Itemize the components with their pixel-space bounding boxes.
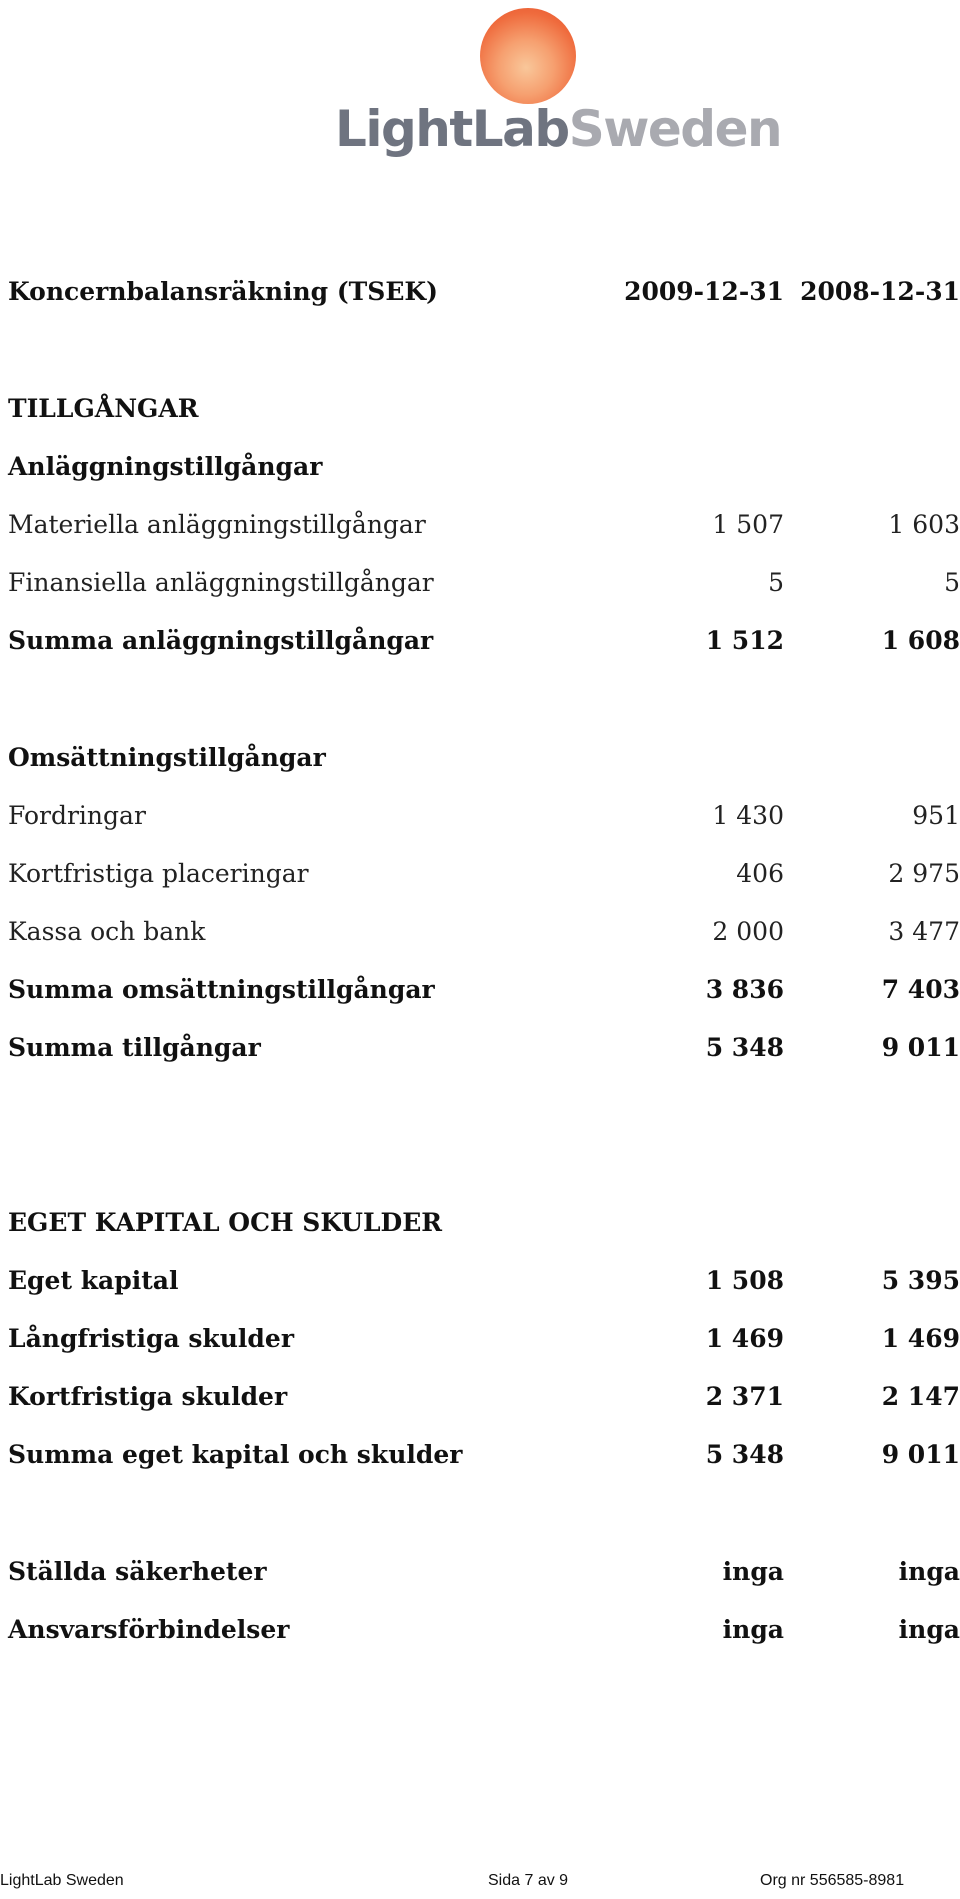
logo-wordmark: LightLabSweden bbox=[335, 100, 782, 158]
table-row: Fordringar 1 430 951 bbox=[8, 801, 960, 830]
company-logo bbox=[0, 0, 960, 170]
section-heading-equity-liabilities: EGET KAPITAL OCH SKULDER bbox=[8, 1208, 443, 1237]
section-heading-assets: TILLGÅNGAR bbox=[8, 394, 199, 423]
page-title: Koncernbalansräkning (TSEK) bbox=[8, 277, 438, 306]
logo-sun-icon bbox=[480, 8, 576, 104]
table-row-total: Summa omsättningstillgångar 3 836 7 403 bbox=[8, 975, 960, 1004]
page-footer bbox=[0, 1870, 960, 1894]
table-row: Kortfristiga placeringar 406 2 975 bbox=[8, 859, 960, 888]
column-header-2008: 2008-12-31 bbox=[800, 277, 960, 306]
table-row-total: Summa tillgångar 5 348 9 011 bbox=[8, 1033, 960, 1062]
footer-org-number: Org nr 556585-8981 bbox=[760, 1872, 905, 1889]
table-row: Ställda säkerheter inga inga bbox=[8, 1557, 960, 1586]
subheading-current-assets: Omsättningstillgångar bbox=[8, 743, 326, 772]
table-row: Kassa och bank 2 000 3 477 bbox=[8, 917, 960, 946]
table-row: Finansiella anläggningstillgångar 5 5 bbox=[8, 568, 960, 597]
table-row: Ansvarsförbindelser inga inga bbox=[8, 1615, 960, 1644]
table-row-total: Summa eget kapital och skulder 5 348 9 011 bbox=[8, 1440, 960, 1469]
subheading-fixed-assets: Anläggningstillgångar bbox=[8, 452, 323, 481]
table-row: Långfristiga skulder 1 469 1 469 bbox=[8, 1324, 960, 1353]
table-row: Materiella anläggningstillgångar 1 507 1 603 bbox=[8, 510, 960, 539]
table-row: Kortfristiga skulder 2 371 2 147 bbox=[8, 1382, 960, 1411]
balance-sheet-header bbox=[8, 272, 960, 312]
column-header-2009: 2009-12-31 bbox=[624, 277, 784, 306]
footer-page-number: Sida 7 av 9 bbox=[488, 1872, 569, 1889]
table-row-total: Summa anläggningstillgångar 1 512 1 608 bbox=[8, 626, 960, 655]
table-row: Eget kapital 1 508 5 395 bbox=[8, 1266, 960, 1295]
footer-company: LightLab Sweden bbox=[0, 1872, 124, 1889]
